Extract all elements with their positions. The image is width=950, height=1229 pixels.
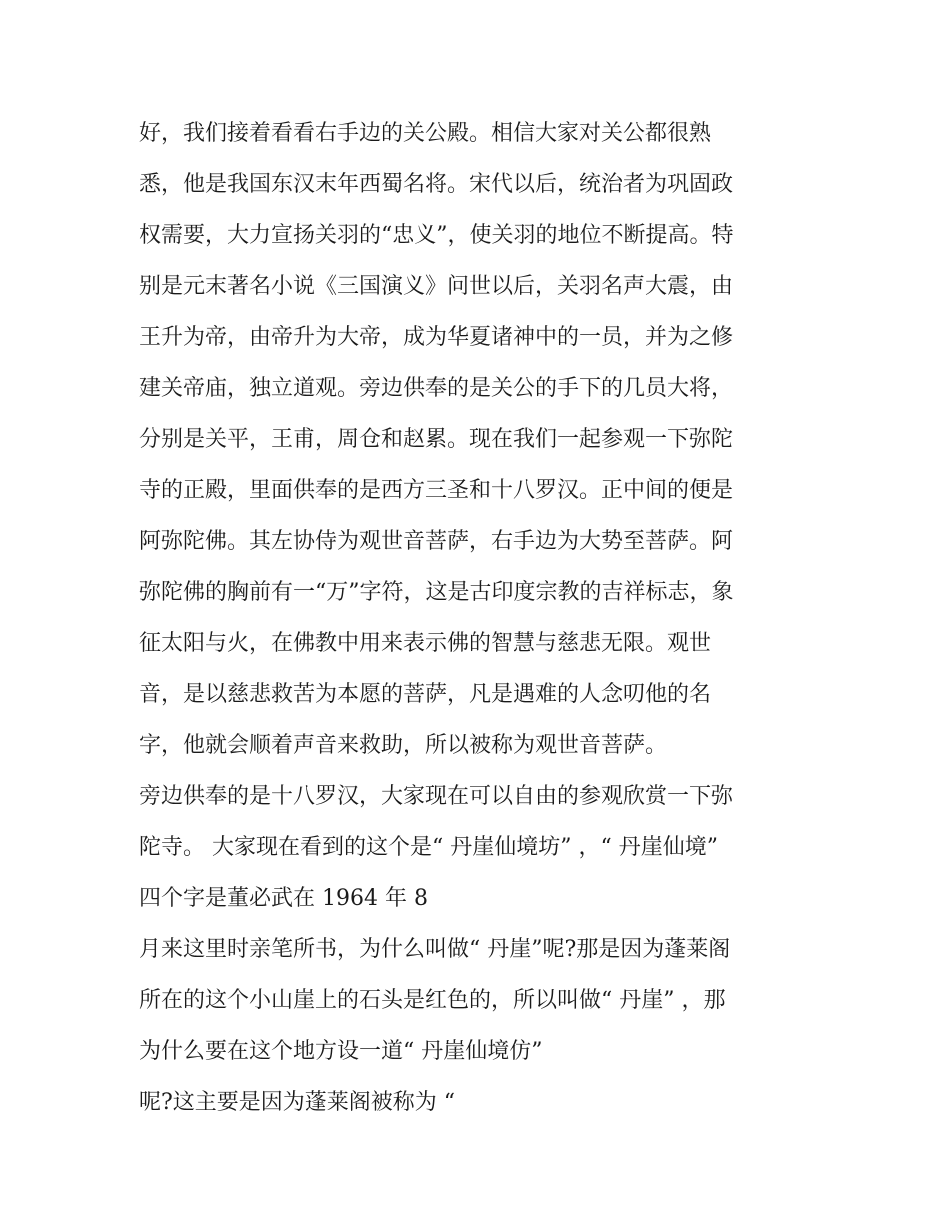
text-line: 分别是关平，王甫，周仓和赵累。现在我们一起参观一下弥陀 — [139, 427, 734, 452]
text-line: 征太阳与火，在佛教中用来表示佛的智慧与慈悲无限。观世 — [139, 631, 712, 656]
text-line: 阿弥陀佛。其左协侍为观世音菩萨，右手边为大势至菩萨。阿 — [139, 529, 734, 554]
text-line: 月来这里时亲笔所书，为什么叫做“ 丹崖”呢?那是因为蓬莱阁 — [139, 937, 731, 962]
text-line: 弥陀佛的胸前有一“万”字符，这是古印度宗教的吉祥标志，象 — [139, 580, 734, 605]
text-line: 别是元末著名小说《三国演义》问世以后，关羽名声大震，由 — [139, 274, 734, 299]
text-line: 建关帝庙，独立道观。旁边供奉的是关公的手下的几员大将， — [139, 376, 734, 401]
text-line: 音，是以慈悲救苦为本愿的菩萨，凡是遇难的人念叨他的名 — [139, 682, 712, 707]
body-text — [139, 108, 839, 1128]
text-line: 呢?这主要是因为蓬莱阁被称为 “ — [139, 1090, 456, 1115]
text-line: 好，我们接着看看右手边的关公殿。相信大家对关公都很熟 — [139, 121, 712, 146]
text-line: 所在的这个小山崖上的石头是红色的，所以叫做“ 丹崖” ，那 — [139, 988, 726, 1013]
text-line: 悉，他是我国东汉末年西蜀名将。宋代以后，统治者为巩固政 — [139, 172, 734, 197]
text-line: 王升为帝，由帝升为大帝，成为华夏诸神中的一员，并为之修 — [139, 325, 734, 350]
text-line: 旁边供奉的是十八罗汉，大家现在可以自由的参观欣赏一下弥 — [139, 784, 734, 809]
text-line: 陀寺。 大家现在看到的这个是“ 丹崖仙境坊” ，“ 丹崖仙境” — [139, 835, 718, 860]
text-line: 四个字是董必武在 1964 年 8 — [139, 886, 428, 911]
text-line: 为什么要在这个地方设一道“ 丹崖仙境仿” — [139, 1039, 543, 1064]
text-line: 权需要，大力宣扬关羽的“忠义”，使关羽的地位不断提高。特 — [139, 223, 734, 248]
text-line: 字，他就会顺着声音来救助，所以被称为观世音菩萨。 — [139, 733, 668, 758]
text-line: 寺的正殿，里面供奉的是西方三圣和十八罗汉。正中间的便是 — [139, 478, 734, 503]
